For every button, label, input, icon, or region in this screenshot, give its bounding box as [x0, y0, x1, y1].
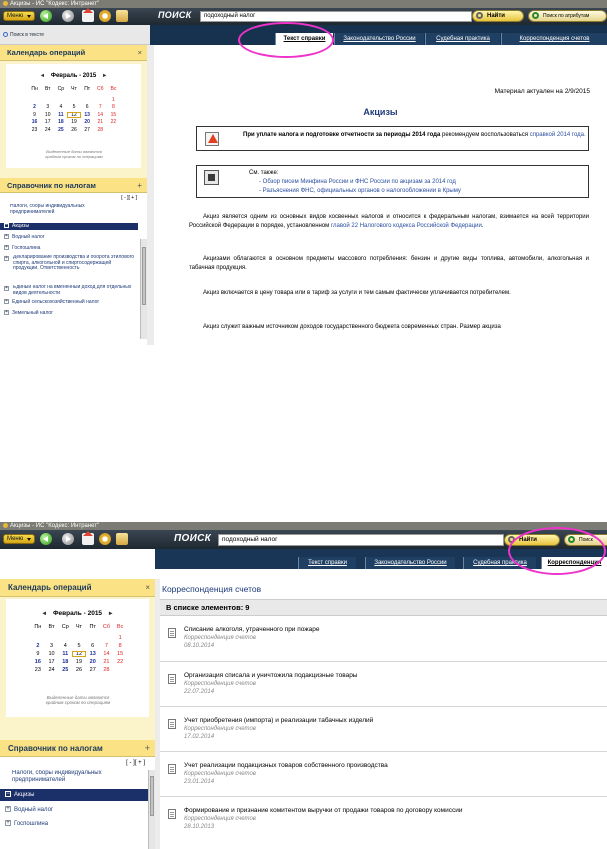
- paragraph-1-text: Акциз является одним из основных видов косвенных налогов и относится к федеральным налогам, взимается на всей территории Российской Федерации в порядке, установленном: [189, 214, 589, 229]
- tree-item-label: Налоги, сборы индивидуальных предпринимателей: [10, 204, 85, 215]
- tree-controls[interactable]: [ - ][ + ]: [121, 195, 137, 201]
- note-box-2014: [196, 126, 589, 151]
- weekday-header: Пт: [84, 86, 91, 92]
- tab-label: Законодательство России: [374, 560, 447, 566]
- tree-item[interactable]: [0, 805, 148, 815]
- search-title: ПОИСК: [158, 10, 192, 20]
- note-2014-bold: При уплате налога и подготовке отчетности за периоды 2014 года: [243, 132, 441, 138]
- calendar-month: Февраль - 2015: [52, 609, 103, 617]
- tree-item[interactable]: [0, 299, 138, 306]
- calendar-day[interactable]: 10: [44, 111, 51, 118]
- calendar-day[interactable]: 28: [103, 667, 110, 673]
- warning-icon: [205, 132, 219, 146]
- tab-label: Корреспонденция: [547, 560, 602, 566]
- calendar-day[interactable]: 13: [89, 651, 96, 657]
- document-icon: [168, 674, 176, 684]
- calendar-grid: [28, 86, 120, 133]
- app-icon: [3, 523, 8, 528]
- calendar-blank: [94, 97, 107, 103]
- list-item[interactable]: [160, 796, 607, 849]
- list-item-source: Корреспонденция счетов: [184, 816, 256, 822]
- calendar-day[interactable]: 5: [72, 104, 76, 110]
- weekday-header: Пт: [89, 624, 96, 630]
- expand-icon[interactable]: +: [5, 285, 8, 291]
- calendar-day[interactable]: 27: [89, 667, 96, 673]
- calendar-day[interactable]: 14: [97, 111, 104, 118]
- tree-scrollbar[interactable]: [148, 770, 155, 849]
- tree-item-label: Земельный налог: [12, 310, 54, 316]
- tax-code-chapter-22-link[interactable]: главой 22 Налогового кодекса Российской Федерации: [330, 222, 482, 229]
- calendar-day[interactable]: 2: [36, 643, 40, 649]
- calendar-day[interactable]: 1: [112, 96, 115, 103]
- calendar-blank: [107, 127, 120, 133]
- attribute-search-button[interactable]: [528, 10, 607, 22]
- calendar-blank: [41, 97, 54, 103]
- document-pane: [154, 45, 607, 345]
- tree-item[interactable]: [0, 204, 130, 216]
- actual-date: Материал актуален на 2/9/2015: [494, 88, 590, 95]
- scrollbar-thumb[interactable]: [150, 776, 154, 816]
- back-icon[interactable]: [40, 10, 52, 22]
- calendar-day[interactable]: 14: [103, 651, 110, 657]
- list-pane: [160, 579, 607, 849]
- minfin-review-link[interactable]: - Обзор писем Минфина России и ФНС России по акцизам за 2014 год: [259, 179, 456, 185]
- dropdown-arrow-icon: [27, 538, 31, 541]
- weekday-header: Пн: [34, 624, 42, 630]
- calendar-day[interactable]: 20: [89, 659, 96, 665]
- reference-2014-link[interactable]: справкой 2014 года.: [529, 132, 586, 138]
- calendar-day[interactable]: 7: [98, 104, 102, 110]
- highlight-ellipse-accounts-tab: [508, 527, 606, 575]
- next-month-icon[interactable]: ▸: [109, 610, 113, 617]
- list-item-date: 28.10.2013: [184, 824, 215, 830]
- window-titlebar: [0, 0, 607, 8]
- dropdown-arrow-icon: [27, 15, 31, 18]
- list-item-date: 23.01.2014: [184, 779, 215, 785]
- calendar-blank: [58, 635, 72, 641]
- tree-item-label: Единый сельскохозяйственный налог: [12, 299, 100, 305]
- calendar: [6, 64, 141, 168]
- screenshot-1: [0, 0, 607, 345]
- tree-item-label: Налоги, сборы индивидуальных предпринимателей: [12, 770, 102, 783]
- list-item[interactable]: [160, 616, 607, 661]
- expand-icon[interactable]: +: [6, 806, 10, 813]
- attribute-search-label: Поиск: [579, 537, 593, 543]
- tree-item-label: Единый налог на вмененный доход для отдельных видов деятельности: [13, 285, 132, 296]
- calendar-day[interactable]: 15: [117, 651, 124, 657]
- paragraph-4: Акциз служит важным источником доходов государственного бюджета современных стран. Размер акциза: [203, 324, 501, 330]
- calendar-day[interactable]: 3: [50, 643, 54, 649]
- search-input[interactable]: подоходный налог: [218, 534, 504, 546]
- tab-label: Корреспонденция счетов: [519, 36, 590, 42]
- calendar-day[interactable]: 21: [97, 119, 104, 125]
- list-item-title[interactable]: Учет реализации подакцизных товаров собственного производства: [184, 762, 388, 769]
- calendar-blank: [28, 97, 41, 103]
- calendar-header: [0, 45, 147, 61]
- prev-month-icon[interactable]: ◂: [42, 610, 46, 617]
- weekday-header: Чт: [75, 624, 83, 630]
- tab-label: Судебная практика: [473, 560, 527, 566]
- menu-button[interactable]: [3, 534, 35, 544]
- left-top-strip: [0, 549, 155, 569]
- attribute-search-icon: [532, 12, 539, 19]
- weekday-header: Пн: [31, 86, 38, 92]
- calendar-day[interactable]: 17: [44, 119, 51, 125]
- calendar: [6, 599, 149, 717]
- see-also-box: [196, 165, 589, 198]
- forward-icon[interactable]: [62, 533, 74, 545]
- scrollbar-thumb[interactable]: [142, 247, 146, 305]
- sidebar: [0, 45, 147, 345]
- history-icon[interactable]: [99, 10, 111, 22]
- tab-text[interactable]: [298, 557, 356, 569]
- calendar-blank: [31, 635, 45, 641]
- list-item-date: 08.10.2014: [184, 643, 215, 649]
- attribute-search-label: Поиск по атрибутам: [543, 13, 590, 19]
- menu-label: Меню: [7, 536, 24, 542]
- home-icon[interactable]: [82, 533, 94, 545]
- tab-bar: [150, 25, 607, 45]
- document-icon: [168, 719, 176, 729]
- tree-item-label: Водный налог: [12, 234, 45, 240]
- tab-legislation[interactable]: [365, 557, 455, 569]
- calendar-day[interactable]: 23: [34, 667, 41, 673]
- expand-icon[interactable]: +: [5, 255, 8, 261]
- calendar-day[interactable]: 18: [62, 659, 69, 665]
- list-item-source: Корреспонденция счетов: [184, 726, 256, 732]
- tree-item[interactable]: [0, 770, 140, 784]
- calendar-blank: [54, 97, 67, 103]
- calendar-day[interactable]: 5: [77, 643, 81, 649]
- list-item[interactable]: [160, 661, 607, 706]
- expand-icon[interactable]: +: [5, 299, 8, 305]
- splitter[interactable]: [147, 45, 154, 345]
- weekday-header: Ср: [57, 86, 65, 92]
- prev-month-icon[interactable]: ◂: [40, 73, 44, 79]
- tax-tree: [0, 193, 147, 345]
- calendar-day[interactable]: 20: [84, 119, 90, 125]
- tax-reference-title: Справочник по налогам: [7, 181, 96, 190]
- tree-item[interactable]: [0, 245, 138, 252]
- calendar-day[interactable]: 9: [33, 111, 36, 118]
- list-item-source: Корреспонденция счетов: [184, 635, 256, 641]
- calendar-blank: [67, 97, 80, 103]
- calendar-day[interactable]: 22: [110, 119, 117, 125]
- calendar-day[interactable]: 4: [63, 643, 67, 649]
- calendar-nav: [6, 72, 141, 79]
- find-button[interactable]: [472, 10, 524, 22]
- calendar-day[interactable]: 3: [46, 104, 50, 110]
- document-icon: [204, 170, 219, 185]
- list-title: Корреспонденция счетов: [162, 584, 262, 594]
- calendar-title: Календарь операций: [8, 583, 92, 592]
- calendar-day[interactable]: 25: [58, 126, 64, 133]
- history-icon[interactable]: [99, 533, 111, 545]
- calendar-blank: [113, 667, 127, 673]
- document-title: Акцизы: [363, 107, 398, 117]
- tab-legislation[interactable]: [334, 33, 424, 45]
- weekday-header: Вт: [44, 86, 51, 92]
- calendar-day[interactable]: 6: [91, 643, 95, 649]
- weekday-header: Чт: [71, 86, 77, 92]
- tab-label: Судебная практика: [436, 36, 490, 42]
- tree-item-label: Акцизы: [14, 792, 35, 798]
- tab-label: Законодательство России: [343, 36, 416, 42]
- calendar-day[interactable]: 15: [110, 111, 117, 118]
- home-icon[interactable]: [82, 10, 94, 22]
- sidebar: [0, 579, 155, 849]
- see-also-label: См. также:: [249, 170, 279, 176]
- close-icon[interactable]: ×: [137, 48, 142, 57]
- calendar-day[interactable]: 12: [72, 651, 86, 657]
- list-item-title[interactable]: Организация списала и уничтожила подакцизные товары: [184, 672, 358, 679]
- window-title: Акцизы - ИС "Кодекс: Интранет": [10, 1, 100, 7]
- fns-crimea-link[interactable]: - Разъяснения ФНС, официальных органов о налогообложении в Крыму: [259, 188, 461, 194]
- tree-item[interactable]: [0, 234, 138, 241]
- calendar-header: [0, 579, 155, 597]
- tree-item-label: Госпошлина: [12, 245, 41, 251]
- search-in-text-link[interactable]: Поиск в тексте: [10, 32, 45, 38]
- window-titlebar: [0, 522, 607, 530]
- calendar-day[interactable]: 25: [62, 667, 69, 673]
- calendar-day[interactable]: 9: [36, 651, 40, 657]
- weekday-header: Ср: [61, 624, 69, 630]
- calendar-day[interactable]: 19: [71, 119, 77, 125]
- calendar-day[interactable]: 11: [62, 651, 69, 657]
- tab-court-practice[interactable]: [425, 33, 500, 45]
- list-item-title[interactable]: Формирование и признание комитентом выручки от продажи товаров по договору комиссии: [184, 807, 463, 814]
- weekday-header: Вт: [48, 624, 55, 630]
- calendar-day[interactable]: 23: [31, 126, 38, 133]
- expand-icon[interactable]: +: [6, 820, 10, 827]
- list-item-title[interactable]: Учет приобретения (импорта) и реализации табачных изделий: [184, 717, 374, 724]
- tab-label: Текст справки: [308, 560, 347, 566]
- calendar-note: Выделенные даты являются крайним сроком по операциям: [45, 149, 103, 159]
- calendar-day[interactable]: 6: [85, 104, 89, 110]
- list-item[interactable]: [160, 706, 607, 751]
- expand-icon[interactable]: +: [5, 245, 8, 251]
- back-icon[interactable]: [40, 533, 52, 545]
- paragraph-1-end: .: [481, 222, 484, 229]
- calendar-day[interactable]: 13: [84, 111, 90, 118]
- menu-label: Меню: [7, 13, 24, 19]
- list-item-date: 17.02.2014: [184, 734, 215, 740]
- note-2014-plain: рекомендуем воспользоваться: [440, 132, 530, 138]
- paragraph-3: Акциз включается в цену товара или в тариф за услуги и тем самым фактически уплачивается потребителем.: [203, 290, 511, 296]
- tax-tree: [0, 757, 155, 849]
- calendar-day[interactable]: 4: [59, 104, 63, 110]
- collapse-icon[interactable]: −: [5, 223, 8, 229]
- tab-accounts[interactable]: [501, 33, 607, 45]
- document-icon: [168, 764, 176, 774]
- expand-icon[interactable]: +: [144, 743, 150, 753]
- calendar-day[interactable]: 24: [48, 667, 55, 673]
- find-label: Найти: [519, 537, 537, 543]
- calendar-day[interactable]: 18: [58, 119, 64, 125]
- search-title: ПОИСК: [174, 533, 212, 544]
- expand-icon[interactable]: +: [5, 310, 8, 316]
- calendar-month: Февраль - 2015: [50, 72, 97, 79]
- calendar-day[interactable]: 16: [34, 659, 41, 665]
- screenshot-2: [0, 522, 607, 849]
- list-item-source: Корреспонденция счетов: [184, 681, 256, 687]
- calendar-day[interactable]: 2: [33, 104, 36, 110]
- tax-reference-header: [0, 740, 155, 757]
- tab-label: Текст справки: [283, 36, 326, 42]
- tree-item-selected[interactable]: [0, 789, 148, 801]
- tree-scrollbar[interactable]: [140, 239, 147, 339]
- folder-icon[interactable]: [116, 10, 128, 22]
- forward-icon[interactable]: [62, 10, 74, 22]
- tax-reference-header: [0, 178, 147, 193]
- weekday-header: Вс: [116, 624, 124, 630]
- calendar-day[interactable]: 17: [48, 659, 55, 665]
- list-item-title[interactable]: Списание алкоголя, утраченного при пожаре: [184, 626, 320, 633]
- calendar-day[interactable]: 12: [67, 112, 80, 118]
- weekday-header: Сб: [102, 624, 110, 630]
- search-icon: [476, 12, 483, 19]
- calendar-note: Выделенные даты являются крайним сроком по операциям: [45, 695, 111, 706]
- tax-reference-title: Справочник по налогам: [8, 744, 103, 753]
- list-item-date: 22.07.2014: [184, 689, 215, 695]
- tree-item-label: Акцизы: [12, 223, 30, 229]
- weekday-header: Вс: [110, 86, 117, 92]
- paragraph-1: [189, 213, 589, 230]
- calendar-grid: [31, 624, 127, 673]
- calendar-day[interactable]: 22: [117, 659, 124, 665]
- calendar-nav: [6, 609, 149, 617]
- list-item-source: Корреспонденция счетов: [184, 771, 256, 777]
- calendar-day[interactable]: 19: [75, 659, 83, 665]
- note-2014-text: [243, 131, 586, 140]
- search-in-text-icon: [3, 32, 8, 37]
- tree-item[interactable]: [0, 255, 138, 281]
- calendar-blank: [81, 97, 94, 103]
- collapse-icon[interactable]: −: [6, 791, 10, 798]
- calendar-day[interactable]: 10: [48, 651, 55, 657]
- tree-item-label: Госпошлина: [14, 821, 49, 827]
- calendar-blank: [86, 635, 100, 641]
- tree-item-label: Декларирование производства и оборота этилового спирта, алкогольной и спиртосодержащей продукции. Ответственность: [13, 255, 135, 272]
- expand-icon[interactable]: +: [5, 234, 8, 240]
- tree-item-label: Водный налог: [14, 807, 54, 813]
- menu-button[interactable]: [3, 11, 35, 21]
- tree-item-selected[interactable]: [0, 223, 138, 230]
- list-count: В списке элементов: 9: [160, 599, 607, 616]
- next-month-icon[interactable]: ▸: [103, 73, 107, 79]
- tree-controls[interactable]: [ - ][ + ]: [126, 760, 145, 766]
- calendar-day[interactable]: 8: [112, 104, 115, 110]
- search-input[interactable]: подоходный налог: [200, 11, 472, 22]
- calendar-day[interactable]: 21: [103, 659, 110, 665]
- calendar-day[interactable]: 1: [118, 635, 122, 641]
- search-in-text-bar: [0, 25, 150, 45]
- expand-icon[interactable]: +: [137, 181, 142, 190]
- list-item[interactable]: [160, 751, 607, 796]
- highlight-ellipse-text-tab: [238, 22, 334, 58]
- find-label: Найти: [487, 13, 505, 19]
- calendar-title: Календарь операций: [7, 48, 86, 57]
- tree-item[interactable]: [0, 310, 138, 317]
- calendar-day[interactable]: 28: [97, 126, 104, 133]
- calendar-day[interactable]: 24: [44, 126, 51, 133]
- calendar-blank: [72, 635, 86, 641]
- calendar-day[interactable]: 26: [75, 667, 83, 673]
- paragraph-2: Акцизами облагаются в основном предметы массового потребления: бензин и другие виды топлива, автомобили, алкогольная и табачная продукция.: [189, 256, 589, 271]
- calendar-day[interactable]: 8: [118, 643, 122, 649]
- folder-icon[interactable]: [116, 533, 128, 545]
- calendar-day[interactable]: 26: [71, 126, 77, 133]
- calendar-day[interactable]: 11: [58, 111, 64, 118]
- app-icon: [3, 1, 8, 6]
- calendar-day[interactable]: 7: [104, 643, 108, 649]
- weekday-header: Сб: [97, 86, 104, 92]
- document-icon: [168, 628, 176, 638]
- calendar-day[interactable]: 16: [31, 119, 38, 125]
- document-icon: [168, 809, 176, 819]
- calendar-blank: [45, 635, 59, 641]
- close-icon[interactable]: ×: [145, 583, 150, 592]
- window-title: Акцизы - ИС "Кодекс: Интранет": [10, 523, 100, 529]
- tree-item[interactable]: [0, 819, 148, 829]
- tree-item[interactable]: [0, 285, 138, 297]
- calendar-day[interactable]: 27: [84, 126, 90, 133]
- calendar-blank: [100, 635, 114, 641]
